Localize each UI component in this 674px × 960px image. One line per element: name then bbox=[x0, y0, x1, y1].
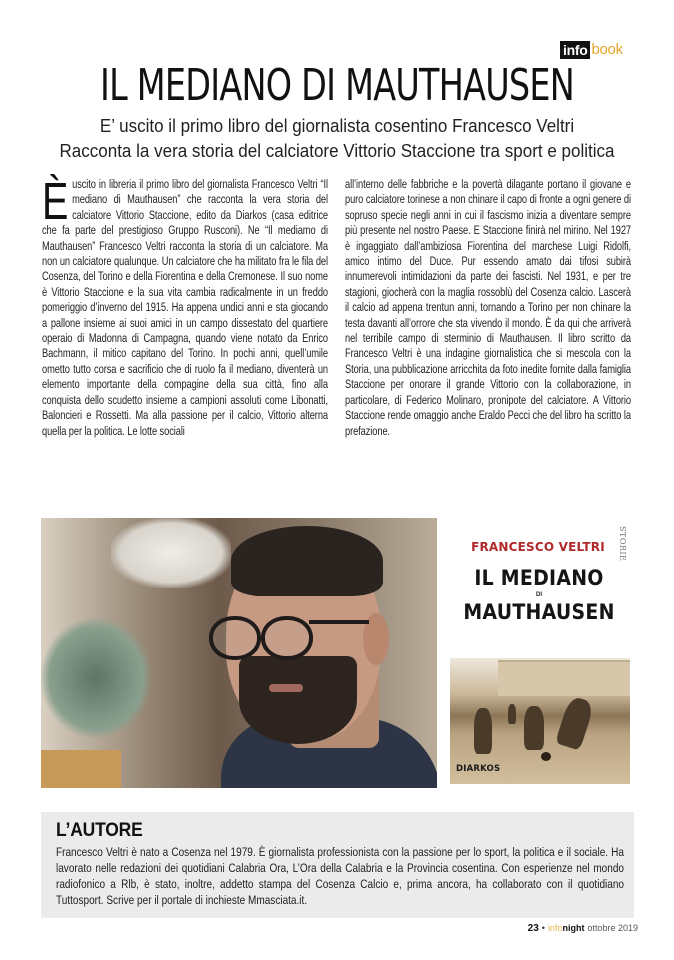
cover-football-photo bbox=[450, 658, 630, 784]
cover-title-line-1: IL MEDIANO bbox=[474, 566, 604, 590]
book-cover bbox=[448, 518, 640, 788]
page-title: IL MEDIANO DI MAUTHAUSEN bbox=[99, 60, 575, 111]
article-column-right-box bbox=[345, 177, 631, 512]
glasses-graphic bbox=[209, 610, 369, 654]
article-column-left bbox=[42, 173, 328, 512]
page-footer bbox=[528, 923, 638, 934]
author-bio-box bbox=[41, 812, 634, 918]
cover-publisher: DIARKOS bbox=[456, 764, 501, 774]
cover-author: FRANCESCO VELTRI bbox=[471, 540, 605, 554]
article-column-right: all’interno delle fabbriche e la povertà dilagante portano il giovane e puro calciatore torinese a non chinare il capo di fronte a ogni genere di sopruso specie negli anni in cui il fascismo inizia a diventare sempre più presente nel nostro Paese. E Staccione finirà nel mirino. Nel 1927 è ingaggiato dall’ambiziosa Fiorentina del marchese Luigi Ridolfi, amico intimo del Duce. Pur essendo amato dai tifosi subirà innumerevoli intimidazioni da parte dei fascisti. Nel 1931, e per tre stagioni, giocherà con la maglia rossoblù del Cosenza calcio. Lascerà il calcio ad appena trentun anni, tornando a Torino per non chinare la testa davanti all’orrore che sta vivendo il mondo. È da qui che arriverà nel terribile campo di sterminio di Mauthausen. Il libro scritto da Francesco Veltri è una indagine giornalistica che si mescola con la Storia, una pubblicazione arricchita da foto inedite fornite dalla famiglia Staccione per onorare il grande Vittorio con la collaborazione, in particolare, di Federico Molinaro, pronipote del calciatore. A Vittorio Staccione rende omaggio anche Eraldo Pecci che del libro ha scritto la prefazione. bbox=[345, 177, 631, 438]
article-text-left: uscito in libreria il primo libro del giornalista Francesco Veltri “Il mediano di Mauthausen” che racconta la vera storia del calciatore Vittorio Staccione, edito da Diarkos (casa editrice che fa parte del prestigioso Gruppo Rusconi). Ne “Il mediamo di Mauthausen” Francesco Veltri racconta la storia di un calciatore. Ma non un calciatore qualunque. Un calciatore che ha militato fra le fila del Cosenza, del Torino e della Fiorentina e della Cremonese. Il suo nome è Vittorio Staccione e la sua vita cambia radicalmente in un freddo pomeriggio d’inverno del 1915. Ha appena undici anni e sta giocando a pallone insieme ai suoi amici in un campo dissestato del quartiere operaio di Madonna di Campagna, quando viene notato da Enrico Bachmann, il mitico capitano del Torino. In pochi anni, quell’umile ometto tutto corsa e sacrificio che di ruolo fa il mediano, diventerà un elemento importante della compagine della sua città, fino alla conquista dello scudetto insieme a campioni assoluti come Libonatti, Baloncieri e Rossetti. Ma alla passione per il calcio, Vittorio alterna quella per la politica. Le lotte sociali bbox=[42, 177, 328, 438]
football-graphic bbox=[541, 752, 551, 761]
drop-cap: È bbox=[42, 173, 69, 231]
magazine-logo bbox=[548, 923, 585, 933]
author-bio-text: Francesco Veltri è nato a Cosenza nel 1979. È giornalista professionista con la passione per lo sport, la politica e il sociale. Ha lavorato nelle redazioni dei quotidiani Calabria Ora, L’Ora della Calabria e la Provincia cosentina. Con esperienze nel mondo radiofonico a Rlb, è stato, inoltre, addetto stampa del Cosenza Calcio e, prima ancora, ha collaborato con il quotidiano Tuttosport. Scrive per il portale di inchieste Mmasciata.it. bbox=[56, 845, 625, 907]
magazine-logo-info: info bbox=[547, 923, 563, 933]
magazine-logo-night: night bbox=[562, 923, 585, 933]
subtitle-line-1: E’ uscito il primo libro del giornalista cosentino Francesco Veltri bbox=[99, 115, 575, 136]
logo-book-text: book bbox=[591, 41, 623, 58]
cover-title-connector: DI bbox=[536, 592, 542, 598]
logo-info-text: info bbox=[560, 41, 590, 59]
author-photo bbox=[41, 518, 437, 788]
author-bio-text-box bbox=[56, 844, 624, 908]
cover-title-line-2: MAUTHAUSEN bbox=[463, 600, 615, 624]
footer-separator: • bbox=[541, 923, 545, 933]
article-column-left-body bbox=[42, 173, 328, 439]
infobook-logo bbox=[560, 41, 623, 59]
issue-date: ottobre 2019 bbox=[587, 923, 638, 933]
page-number: 23 bbox=[527, 923, 539, 934]
subtitle-line-2: Racconta la vera storia del calciatore Vittorio Staccione tra sport e politica bbox=[59, 140, 615, 161]
cover-series-label: STORIE bbox=[618, 526, 627, 562]
author-bio-title: L’AUTORE bbox=[56, 820, 143, 841]
